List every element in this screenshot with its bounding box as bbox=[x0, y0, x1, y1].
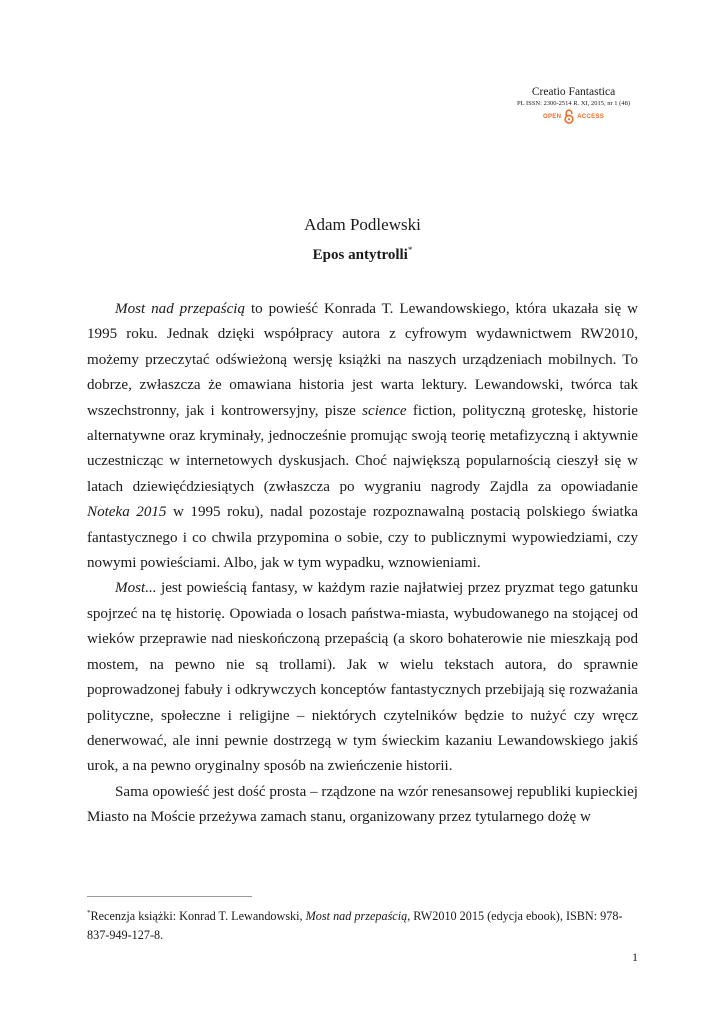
open-access-label-left: OPEN bbox=[543, 113, 562, 120]
open-access-lock-icon bbox=[564, 109, 574, 124]
text-run: jest powieścią fantasy, w każdym razie najłatwiej przez pryzmat tego gatunku spojrzeć na tę historię. Opowiada o losach państwa-miasta, wybudowanego na stojącej od wieków przeprawie nad nieskończoną przepaścią (a skoro bohaterowie nie mieszkają pod mostem, na pewno nie są trollami). Jak w wielu tekstach autora, do sprawnie poprowadzonej fabuły i odkrywczych konceptów fantastycznych przebijają się rozważania polityczne, społeczne i religijne – niektórych czytelników będzie to nużyć czy wręcz denerwować, ale inni pewnie dostrzegą w tym świeckim kazaniu Lewandowskiego jakiś urok, a na pewno oryginalny sposób na zwieńczenie historii. bbox=[87, 580, 638, 775]
text-run: , RW2010 2015 (edycja ebook), ISBN: 978-837-949-127-8. bbox=[87, 909, 623, 943]
footnote-mark: * bbox=[87, 909, 91, 917]
footnote-divider bbox=[87, 896, 252, 897]
journal-header bbox=[517, 85, 630, 124]
article-body bbox=[87, 297, 638, 831]
open-access-label-right: ACCESS bbox=[577, 113, 605, 120]
italic-text: Most nad przepaścią bbox=[305, 909, 408, 924]
article-author: Adam Podlewski bbox=[304, 215, 421, 234]
journal-name: Creatio Fantastica bbox=[531, 86, 616, 98]
journal-issn: PL ISSN: 2300-2514 R. XI, 2015, nr 1 (48) bbox=[517, 100, 630, 107]
footnote-reference[interactable]: * bbox=[407, 245, 413, 255]
footnote-text bbox=[87, 909, 622, 942]
open-access-logo bbox=[517, 109, 630, 124]
italic-text: Noteka 2015 bbox=[87, 504, 167, 521]
italic-text: science bbox=[362, 402, 407, 419]
page-number: 1 bbox=[632, 950, 638, 964]
italic-text: Most... bbox=[115, 580, 157, 597]
footnote bbox=[87, 904, 638, 945]
text-run: Sama opowieść jest dość prosta – rządzone na wzór renesansowej republiki kupieckiej Miasto na Moście przeżywa zamach stanu, organizowany przez tytularnego dożę w bbox=[87, 783, 638, 826]
paragraph bbox=[87, 297, 638, 576]
italic-text: Most nad przepaścią bbox=[115, 301, 246, 317]
text-run: fiction, polityczną groteskę, historie alternatywne oraz kryminały, jednocześnie promując swoją teorię metafizyczną i aktywnie uczestnicząc w internetowych dyskusjach. Choć największą popularnością cieszył się w latach dziewięćdziesiątych (zwłaszcza po wygraniu nagrody Zajdla za opowiadanie bbox=[87, 402, 638, 495]
text-run: w 1995 roku), nadal pozostaje rozpoznawalną postacią polskiego światka fantastycznego i co chwila przypomina o sobie, czy to publicznymi wypowiedziami, czy nowymi powieściami. Albo, jak w tym wypadku, wznowieniami. bbox=[87, 504, 638, 572]
paragraph bbox=[87, 576, 638, 779]
paragraph bbox=[87, 780, 638, 831]
text-run: Recenzja książki: Konrad T. Lewandowski, bbox=[90, 909, 306, 924]
article-title-text: Epos antytrolli bbox=[312, 247, 408, 263]
text-run: to powieść Konrada T. Lewandowskiego, która ukazała się w 1995 roku. Jednak dzięki współpracy autora z cyfrowym wydawnictwem RW2010, możemy przeczytać odświeżoną wersję książki na naszych urządzeniach mobilnych. To dobrze, zwłaszcza że omawiana historia jest warta lektury. Lewandowski, twórca tak wszechstronny, jak i kontrowersyjny, pisze bbox=[87, 301, 638, 419]
article-title bbox=[0, 245, 725, 264]
